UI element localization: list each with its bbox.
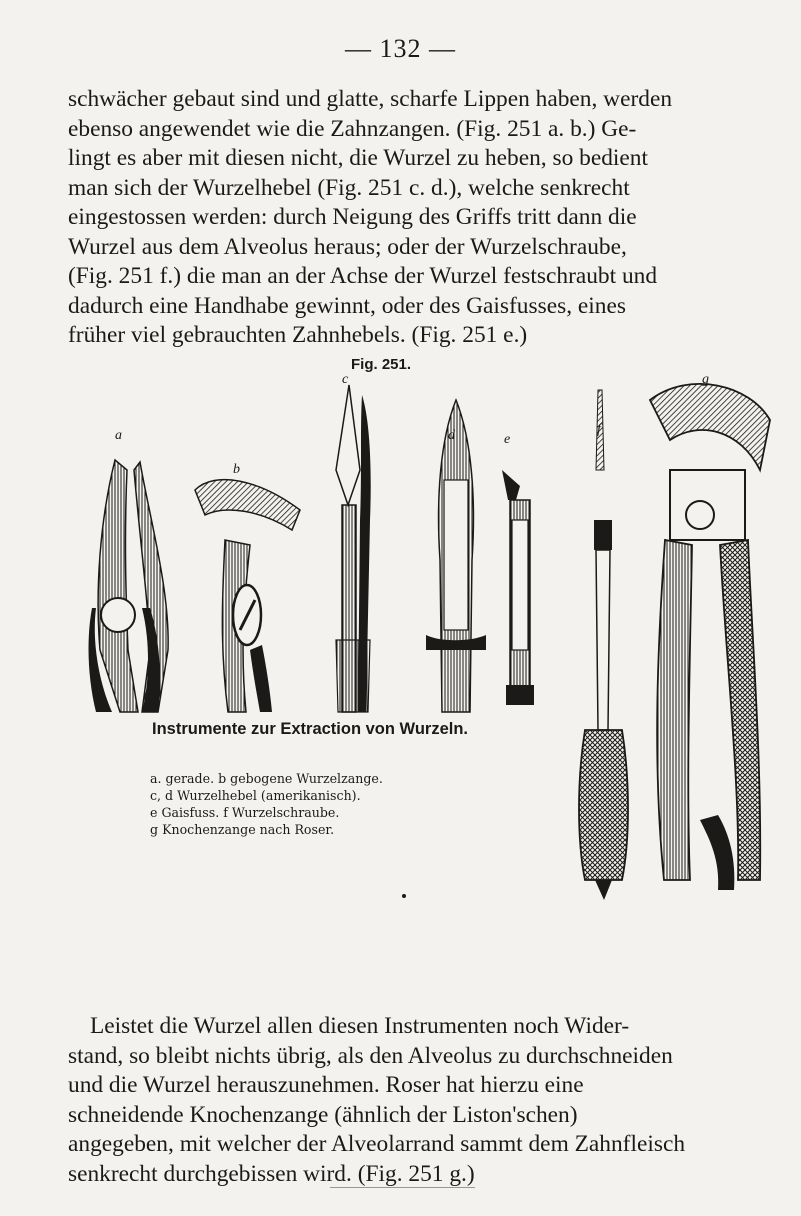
text-line: stand, so bleibt nichts übrig, als den Alveolus zu durchschneiden [68, 1042, 673, 1069]
text-line: senkrecht durchgebissen wird. (Fig. 251 g.) [68, 1160, 475, 1187]
paragraph-2 [68, 1012, 748, 1189]
page-number: — 132 — [345, 34, 456, 63]
figure-letter-b: b [233, 462, 240, 477]
figure-title: Fig. 251. [351, 356, 412, 373]
figure-letter-c: c [342, 372, 349, 387]
instrument-d-root-lever [426, 400, 486, 712]
text-line: (Fig. 251 f.) die man an der Achse der Wurzel festschraubt und [68, 263, 658, 289]
instrument-b-curved-forceps [195, 480, 300, 712]
figure-letter-e: e [504, 432, 511, 447]
text-line: schneidende Knochenzange (ähnlich der Liston'schen) [68, 1101, 578, 1128]
instrument-f-wurzelschraube [579, 390, 628, 900]
instrument-e-gaisfuss [502, 470, 534, 705]
instrument-g-knochenzange [650, 384, 770, 890]
text-line: lingt es aber mit diesen nicht, die Wurzel zu heben, so bedient [68, 145, 648, 171]
legend-line: e Gaisfuss. f Wurzelschraube. [150, 805, 340, 820]
text-line: schwächer gebaut sind und glatte, scharfe Lippen haben, werden [68, 86, 673, 112]
figure-letter-d: d [448, 428, 455, 443]
text-line: dadurch eine Handhabe gewinnt, oder des Gaisfusses, eines [68, 292, 626, 319]
legend-line: a. gerade. b gebogene Wurzelzange. [150, 771, 383, 786]
footer-rule [330, 1187, 475, 1188]
text-line: ebenso angewendet wie die Zahnzangen. (Fig. 251 a. b.) Ge- [68, 115, 637, 142]
text-line: Wurzel aus dem Alveolus heraus; oder der Wurzelschraube, [68, 233, 627, 260]
figure-letter-a: a [115, 428, 122, 443]
instrument-a-straight-forceps [89, 460, 169, 712]
text-line: Leistet die Wurzel allen diesen Instrumenten noch Wider- [90, 1013, 630, 1039]
legend-line: c, d Wurzelhebel (amerikanisch). [150, 788, 361, 803]
text-line: und die Wurzel herauszunehmen. Roser hat hierzu eine [68, 1072, 584, 1098]
legend-line: g Knochenzange nach Roser. [150, 822, 335, 837]
instrument-c-root-lever [336, 385, 371, 712]
figure-caption-title: Instrumente zur Extraction von Wurzeln. [152, 720, 468, 738]
text-line: früher viel gebrauchten Zahnhebels. (Fig. 251 e.) [68, 322, 528, 348]
figure-letter-f: f [597, 422, 601, 437]
text-line: man sich der Wurzelhebel (Fig. 251 c. d.), welche senkrecht [68, 174, 630, 201]
text-line: angegeben, mit welcher der Alveolarrand sammt dem Zahnfleisch [68, 1131, 686, 1157]
figure-letter-g: g [702, 372, 709, 387]
text-line: eingestossen werden: durch Neigung des Griffs tritt dann die [68, 204, 637, 230]
figure-legend [150, 770, 383, 838]
